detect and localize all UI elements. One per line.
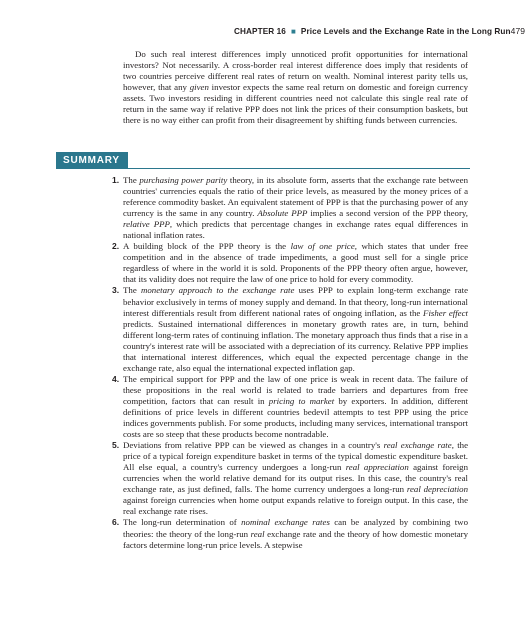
- bullet-separator-icon: ■: [290, 26, 296, 36]
- summary-item: [112, 373, 468, 440]
- summary-text: The empirical support for PPP and the law of one price is weak in recent data. The failure of these propositions in the real world is related to trade barriers and departures from free competition, factors that can result in: [123, 373, 468, 406]
- summary-text: , which states that under free competition and in the absence of trade impediments, a good must sell for a single price regardless of where in the world it is sold. Proponents of the PPP theory often argue, however, that its validity does not require the law of one price to hold for every commodity.: [123, 241, 468, 285]
- summary-key-term: Absolute PPP: [257, 208, 308, 219]
- summary-item: [112, 517, 468, 550]
- chapter-title: Price Levels and the Exchange Rate in the Long Run: [300, 26, 511, 36]
- summary-rule: [56, 168, 470, 169]
- summary-key-term: real appreciation: [345, 462, 409, 473]
- summary-text: by exporters. In addition, different definitions of price levels in different countries bedevil attempts to test PPP using the price indices governments publish. For some products, including many services, international transport costs are so steep that these products become nontradable.: [123, 395, 468, 440]
- intro-text-b: investor expects the same real return on domestic and foreign currency assets. Two investors residing in different countries need not calculate this single real rate of return in the same way if relative PPP does not link the prices of their consumption baskets, but there is no way either can profit from their disagreement by shifting funds between currencies.: [123, 82, 469, 126]
- summary-key-term: purchasing power parity: [139, 175, 228, 185]
- summary-item-number: 1.: [112, 175, 120, 185]
- chapter-label: CHAPTER 16: [234, 26, 286, 36]
- summary-key-term: monetary approach to the exchange rate: [140, 285, 295, 296]
- summary-text: The: [123, 175, 140, 185]
- summary-text: theory, in its absolute form, asserts that the exchange rate between countries' currencies equals the ratio of their price levels, as measured by the money prices of a reference commodity basket. An equivalent statement of PPP is that the purchasing power of any currency is the same in any country.: [123, 175, 469, 219]
- summary-text: against foreign currencies when home output expands relative to foreign output. In this case, the real exchange rate rises.: [123, 495, 468, 517]
- summary-key-term: real exchange rate: [383, 440, 452, 451]
- summary-key-term: pricing to market: [268, 395, 335, 406]
- page-number: 479: [510, 26, 525, 36]
- summary-key-term: law of one price: [290, 241, 355, 252]
- summary-text: The: [123, 285, 141, 296]
- summary-heading: SUMMARY: [56, 152, 128, 169]
- summary-text: predicts. Sustained international differences in monetary growth rates are, in turn, behind different long-term rates of continuing inflation. The monetary approach thus finds that a rise in a country's interest rate will be associated with a depreciation of its currency. Relative PPP implies that international interest differences, which equal the expected percentage change in the exchange rate, also equal the international expected inflation gap.: [123, 318, 468, 373]
- intro-emphasis: given: [189, 82, 209, 93]
- summary-item: [112, 175, 469, 241]
- summary-text: The long-run determination of: [123, 517, 242, 528]
- summary-text: A building block of the PPP theory is the: [123, 241, 291, 252]
- running-header: [234, 26, 525, 36]
- summary-text: Deviations from relative PPP can be viewed as changes in a country's: [123, 440, 384, 451]
- summary-item-number: 6.: [112, 517, 120, 528]
- summary-text: uses PPP to explain long-term exchange rate behavior exclusively in terms of money supply and demand. In that theory, long-run international interest differentials result from different national rates of ongoing inflation, as the: [123, 285, 469, 318]
- summary-text: implies a second version of the PPP theory,: [307, 208, 468, 219]
- summary-item: [112, 440, 468, 517]
- summary-text: against foreign currencies when the world relative demand for its output rises. In this case, the country's real exchange rate, as just defined, falls. The home currency undergoes a long-run: [123, 462, 468, 495]
- summary-item-number: 4.: [112, 373, 120, 384]
- summary-item-number: 3.: [112, 285, 120, 296]
- summary-key-term: real: [250, 528, 265, 539]
- summary-item-number: 2.: [112, 241, 120, 252]
- intro-paragraph: [123, 49, 468, 126]
- summary-text: can be analyzed by combining two theories: the theory of the long-run: [123, 517, 468, 539]
- intro-text-a: Do such real interest differences imply unnoticed profit opportunities for international investors? Not necessarily. A cross-border real interest difference does imply that residents of two countries perceive different real rates of return on wealth. Nominal interest parity tells us, however, that any: [123, 49, 468, 93]
- summary-item-number: 5.: [112, 440, 120, 451]
- summary-text: , which predicts that percentage changes in exchange rates equal differences in national inflation rates.: [123, 219, 468, 241]
- summary-item: [112, 285, 469, 373]
- summary-key-term: relative PPP: [123, 219, 170, 230]
- summary-key-term: real depreciation: [406, 484, 468, 495]
- summary-key-term: nominal exchange rates: [241, 517, 330, 528]
- summary-list: [112, 175, 469, 551]
- summary-item: [112, 241, 468, 285]
- summary-key-term: Fisher effect: [423, 307, 468, 318]
- summary-text: exchange rate and the theory of how domestic monetary factors determine long-run price levels. A stepwise: [123, 528, 468, 550]
- summary-text: , the price of a typical foreign expenditure basket in terms of the typical domestic expenditure basket. All else equal, a country's currency undergoes a long-run: [123, 440, 468, 473]
